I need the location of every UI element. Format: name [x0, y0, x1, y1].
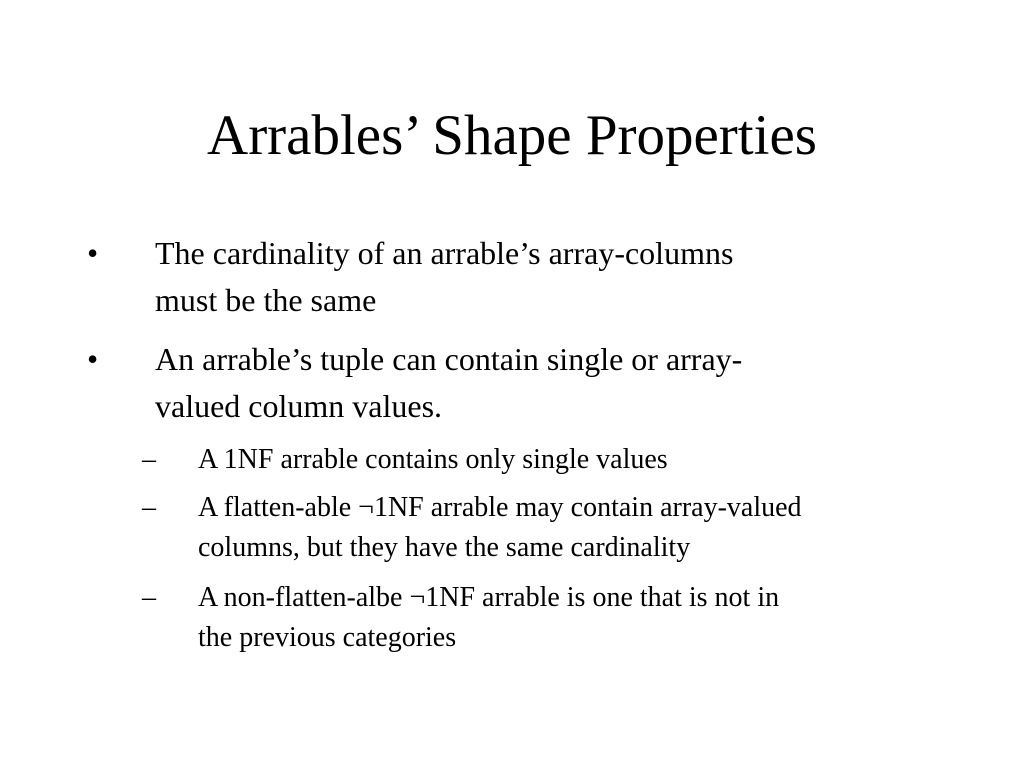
sub-bullet-text-line: columns, but they have the same cardinality — [198, 532, 691, 563]
sub-bullet-text — [198, 440, 958, 480]
bullet-text — [155, 336, 925, 430]
bullet-text-line: An arrable’s tuple can contain single or array- — [155, 341, 743, 377]
sub-bullet-marker: – — [142, 444, 156, 475]
bullet-marker: • — [87, 341, 99, 377]
sub-bullet-marker: – — [142, 492, 156, 523]
sub-bullet-text — [198, 488, 958, 568]
sub-bullet-text-line: A 1NF arrable contains only single values — [198, 444, 668, 475]
sub-bullet-text — [198, 578, 958, 658]
sub-bullet-marker: – — [142, 582, 156, 613]
slide-title: Arrables’ Shape Properties — [207, 104, 817, 167]
bullet-text-line: The cardinality of an arrable’s array-columns — [155, 235, 734, 271]
bullet-text — [155, 230, 925, 324]
sub-bullet-text-line: the previous categories — [198, 622, 457, 653]
bullet-text-line: must be the same — [155, 282, 377, 318]
bullet-marker: • — [87, 235, 99, 271]
sub-bullet-text-line: A non-flatten-albe ¬1NF arrable is one that is not in — [198, 582, 780, 613]
bullet-text-line: valued column values. — [155, 388, 443, 424]
sub-bullet-text-line: A flatten-able ¬1NF arrable may contain array-valued — [198, 492, 802, 523]
